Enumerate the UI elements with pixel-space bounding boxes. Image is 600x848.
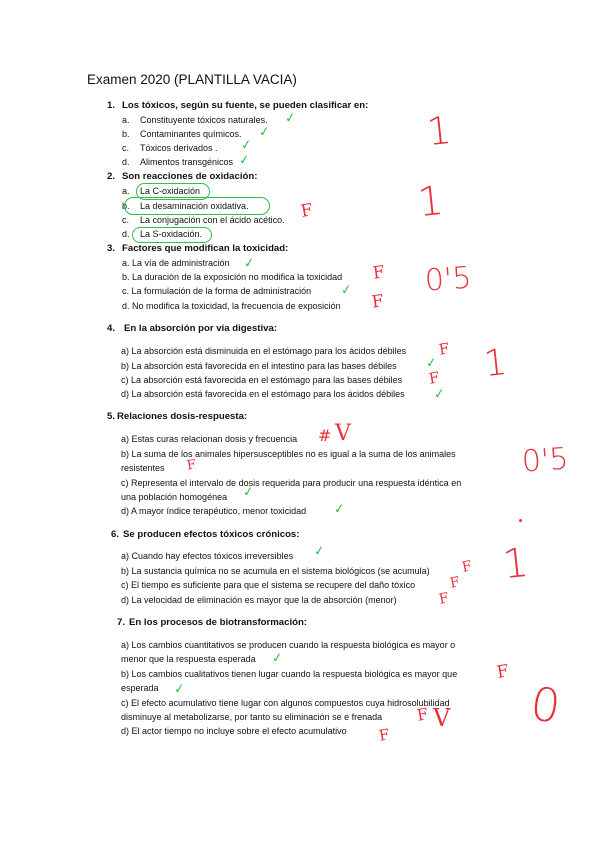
answer-text: d) El actor tiempo no incluye sobre el efecto acumulativo — [121, 726, 347, 736]
score-question-2: 1 — [415, 177, 446, 227]
question-text: En la absorción por vía digestiva: — [124, 323, 278, 334]
question-text: Factores que modifican la toxicidad: — [122, 243, 289, 254]
check-icon: ✓ — [238, 152, 251, 169]
answer-text: b) Los cambios cualitativos tienen lugar cuando la respuesta biológica es mayor que — [121, 669, 458, 679]
answer-text: La S-oxidación. — [140, 229, 203, 239]
answer-text: d) A mayor índice terapéutico, menor toxicidad — [121, 506, 307, 516]
check-icon: ✓ — [271, 650, 284, 667]
answer-text: a. La vía de administración — [122, 258, 230, 268]
check-icon: ✓ — [425, 355, 438, 372]
answer-text: c. La formulación de la forma de administración — [122, 286, 312, 296]
answer-text: c) El efecto acumulativo tiene lugar con algunos compuestos cuya hidrosolubilidad — [121, 698, 450, 708]
answer-text: a) La absorción está disminuida en el estómago para los ácidos débiles — [121, 346, 407, 356]
wrong-mark-v: V — [335, 421, 351, 446]
answer-prefix: c. — [122, 143, 130, 153]
answer-text: Tóxicos derivados . — [140, 143, 218, 153]
answer-text: a) Cuando hay efectos tóxicos irreversibles — [121, 551, 294, 561]
answer-text: Contaminantes químicos. — [140, 129, 242, 139]
answer-text: a) Los cambios cuantitativos se producen cuando la respuesta biológica es mayor o — [121, 640, 456, 650]
wrong-mark-f: F — [370, 291, 386, 313]
answer-text: Constituyente tóxicos naturales. — [140, 115, 268, 125]
wrong-mark-f: F — [460, 558, 474, 576]
check-icon: ✓ — [243, 255, 256, 272]
question-number: 6. — [111, 529, 120, 540]
answer-text: c) El tiempo es suficiente para que el sistema se recupere del daño tóxico — [121, 580, 416, 590]
score-question-7: 0 — [527, 676, 564, 734]
check-icon: ✓ — [258, 124, 271, 141]
score-question-1: 1 — [424, 107, 454, 155]
answer-text: d) La velocidad de eliminación es mayor que la de absorción (menor) — [121, 595, 397, 605]
wrong-mark-f: F — [377, 725, 391, 745]
check-icon: ✓ — [284, 110, 297, 127]
wrong-mark-hash: # — [318, 426, 332, 445]
answer-text: menor que la respuesta esperada — [121, 654, 256, 664]
question-number: 4. — [107, 323, 116, 334]
question-number: 3. — [107, 243, 116, 254]
wrong-mark-f: F — [448, 574, 462, 592]
wrong-mark-f: F — [437, 339, 451, 359]
answer-highlight-oval — [124, 197, 270, 215]
question-text: Los tóxicos, según su fuente, se pueden clasificar en: — [122, 100, 369, 111]
answer-prefix: d. — [122, 229, 130, 239]
question-text: Relaciones dosis-respuesta: — [117, 411, 248, 422]
question-number: 2. — [107, 171, 116, 182]
check-icon: ✓ — [240, 137, 253, 154]
answer-highlight-oval — [132, 227, 212, 243]
wrong-mark-f: F — [185, 457, 198, 474]
question-text: En los procesos de biotransformación: — [129, 617, 308, 628]
answer-text: b) La absorción está favorecida en el intestino para las bases débiles — [121, 361, 397, 371]
score-question-6: 1 — [500, 539, 531, 589]
question-text: Son reacciones de oxidación: — [122, 171, 258, 182]
check-icon: ✓ — [333, 501, 346, 518]
stray-dot — [519, 519, 522, 522]
answer-prefix: c. — [122, 215, 130, 225]
question-number: 5. — [107, 411, 116, 422]
question-text: Se producen efectos tóxicos crónicos: — [123, 529, 300, 540]
check-icon: ✓ — [340, 282, 353, 299]
score-question-3: 0'5 — [423, 260, 473, 299]
answer-text: c) Representa el intervalo de dosis requerida para producir una respuesta idéntica en — [121, 478, 462, 488]
answer-text: una población homogénea — [121, 492, 228, 502]
answer-text: Alimentos transgénicos — [140, 157, 234, 167]
answer-text: La conjugación con el ácido acético. — [140, 215, 285, 225]
answer-text: b) La suma de los animales hipersusceptibles no es igual a la suma de los animales — [121, 449, 456, 459]
answer-text: resistentes — [121, 463, 165, 473]
answer-prefix: a. — [122, 186, 130, 196]
wrong-mark-f: F — [299, 200, 315, 222]
check-icon: ✓ — [433, 386, 446, 403]
wrong-mark-f: F — [427, 368, 441, 388]
wrong-mark-f: F — [371, 262, 387, 284]
answer-text: b) La sustancia química no se acumula en el sistema biológicos (se acumula) — [121, 566, 430, 576]
answer-text: La desaminación oxidativa. — [140, 201, 249, 211]
answer-prefix: b. — [122, 201, 130, 211]
answer-text: d) La absorción está favorecida en el estómago para los ácidos débiles — [121, 389, 405, 399]
wrong-mark-f: F — [415, 704, 430, 725]
page-title: Examen 2020 (PLANTILLA VACIA) — [87, 72, 297, 87]
score-question-4: 1 — [481, 341, 509, 386]
answer-text: disminuye al metabolizarse, por tanto su eliminación se e frenada — [121, 712, 383, 722]
check-icon: ✓ — [242, 484, 255, 501]
question-number: 1. — [107, 100, 116, 111]
answer-prefix: b. — [122, 129, 130, 139]
question-number: 7. — [117, 617, 126, 628]
answer-text: La C-oxidación — [140, 186, 201, 196]
answer-text: b. La duración de la exposición no modifica la toxicidad — [122, 272, 343, 282]
answer-text: esperada — [121, 683, 159, 693]
answer-text: d. No modifica la toxicidad, la frecuencia de exposición — [122, 301, 341, 311]
answer-text: c) La absorción está favorecida en el estómago para las bases débiles — [121, 375, 403, 385]
answer-prefix: d. — [122, 157, 130, 167]
wrong-mark-f: F — [437, 590, 451, 608]
check-icon: ✓ — [313, 543, 326, 560]
answer-text: a) Estas curas relacionan dosis y frecuencia — [121, 434, 298, 444]
wrong-mark-v: V — [433, 704, 451, 732]
wrong-mark-f: F — [495, 661, 511, 683]
answer-prefix: a. — [122, 115, 130, 125]
score-question-5: 0'5 — [520, 441, 570, 480]
check-icon: ✓ — [173, 681, 186, 698]
